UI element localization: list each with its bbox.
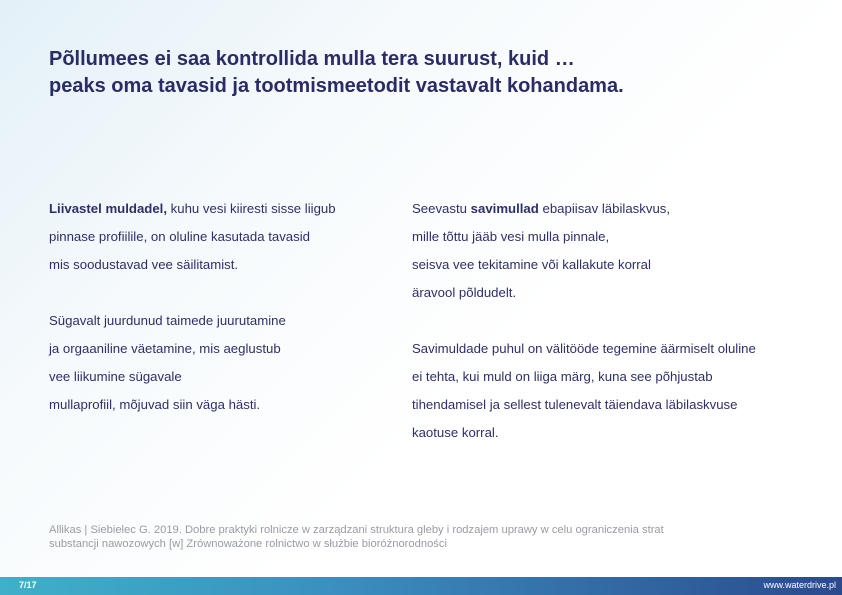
paragraph-line: Sügavalt juurdunud taimede juurutamine: [49, 313, 286, 328]
paragraph-line: seisva vee tekitamine või kallakute korral: [412, 257, 651, 272]
paragraph-line: vee liikumine sügavale: [49, 369, 182, 384]
paragraph-line: ei tehta, kui muld on liiga märg, kuna see põhjustab: [412, 369, 713, 384]
left-column: [49, 195, 389, 447]
text-run: kuhu vesi kiiresti sisse liigub: [167, 201, 336, 216]
fieldwork-paragraph: [412, 335, 812, 447]
source-line-2: substancji nawozowych [w] Zrównoważone rolnictwo w służbie bioróżnorodności: [49, 538, 447, 550]
bold-term: Liivastel muldadel,: [49, 201, 167, 216]
paragraph-line: [412, 195, 812, 223]
clay-soil-paragraph: [412, 195, 812, 307]
page-number: 7/17: [19, 580, 37, 590]
text-run: ebapiisav läbilaskvus,: [538, 201, 671, 216]
paragraph-line: mille tõttu jääb vesi mulla pinnale,: [412, 229, 610, 244]
title-line-2: peaks oma tavasid ja tootmismeetodit vastavalt kohandama.: [49, 75, 624, 97]
bold-term: savimullad: [470, 201, 539, 216]
footer-bar: [0, 577, 842, 595]
paragraph-line: mullaprofiil, mõjuvad siin väga hästi.: [49, 397, 261, 412]
paragraph-line: kaotuse korral.: [412, 425, 499, 440]
source-citation: [49, 523, 809, 551]
website-link[interactable]: www.waterdrive.pl: [763, 580, 836, 590]
paragraph-line: [49, 195, 389, 223]
deep-rooting-paragraph: [49, 307, 389, 419]
paragraph-line: pinnase profiilile, on oluline kasutada tavasid: [49, 229, 310, 244]
paragraph-line: äravool põldudelt.: [412, 285, 517, 300]
right-column: [412, 195, 812, 475]
page-title: [49, 46, 789, 100]
paragraph-line: ja orgaaniline väetamine, mis aeglustub: [49, 341, 281, 356]
text-run: Seevastu: [412, 201, 471, 216]
paragraph-line: mis soodustavad vee säilitamist.: [49, 257, 239, 272]
title-line-1: Põllumees ei saa kontrollida mulla tera suurust, kuid …: [49, 48, 575, 70]
paragraph-line: tihendamisel ja sellest tulenevalt täiendava läbilaskvuse: [412, 397, 738, 412]
sandy-soil-paragraph: [49, 195, 389, 279]
source-line-1: Allikas | Siebielec G. 2019. Dobre praktyki rolnicze w zarządzani struktura gleby i rodzajem uprawy w celu ograniczenia strat: [49, 524, 664, 536]
paragraph-line: Savimuldade puhul on välitööde tegemine äärmiselt oluline: [412, 341, 756, 356]
